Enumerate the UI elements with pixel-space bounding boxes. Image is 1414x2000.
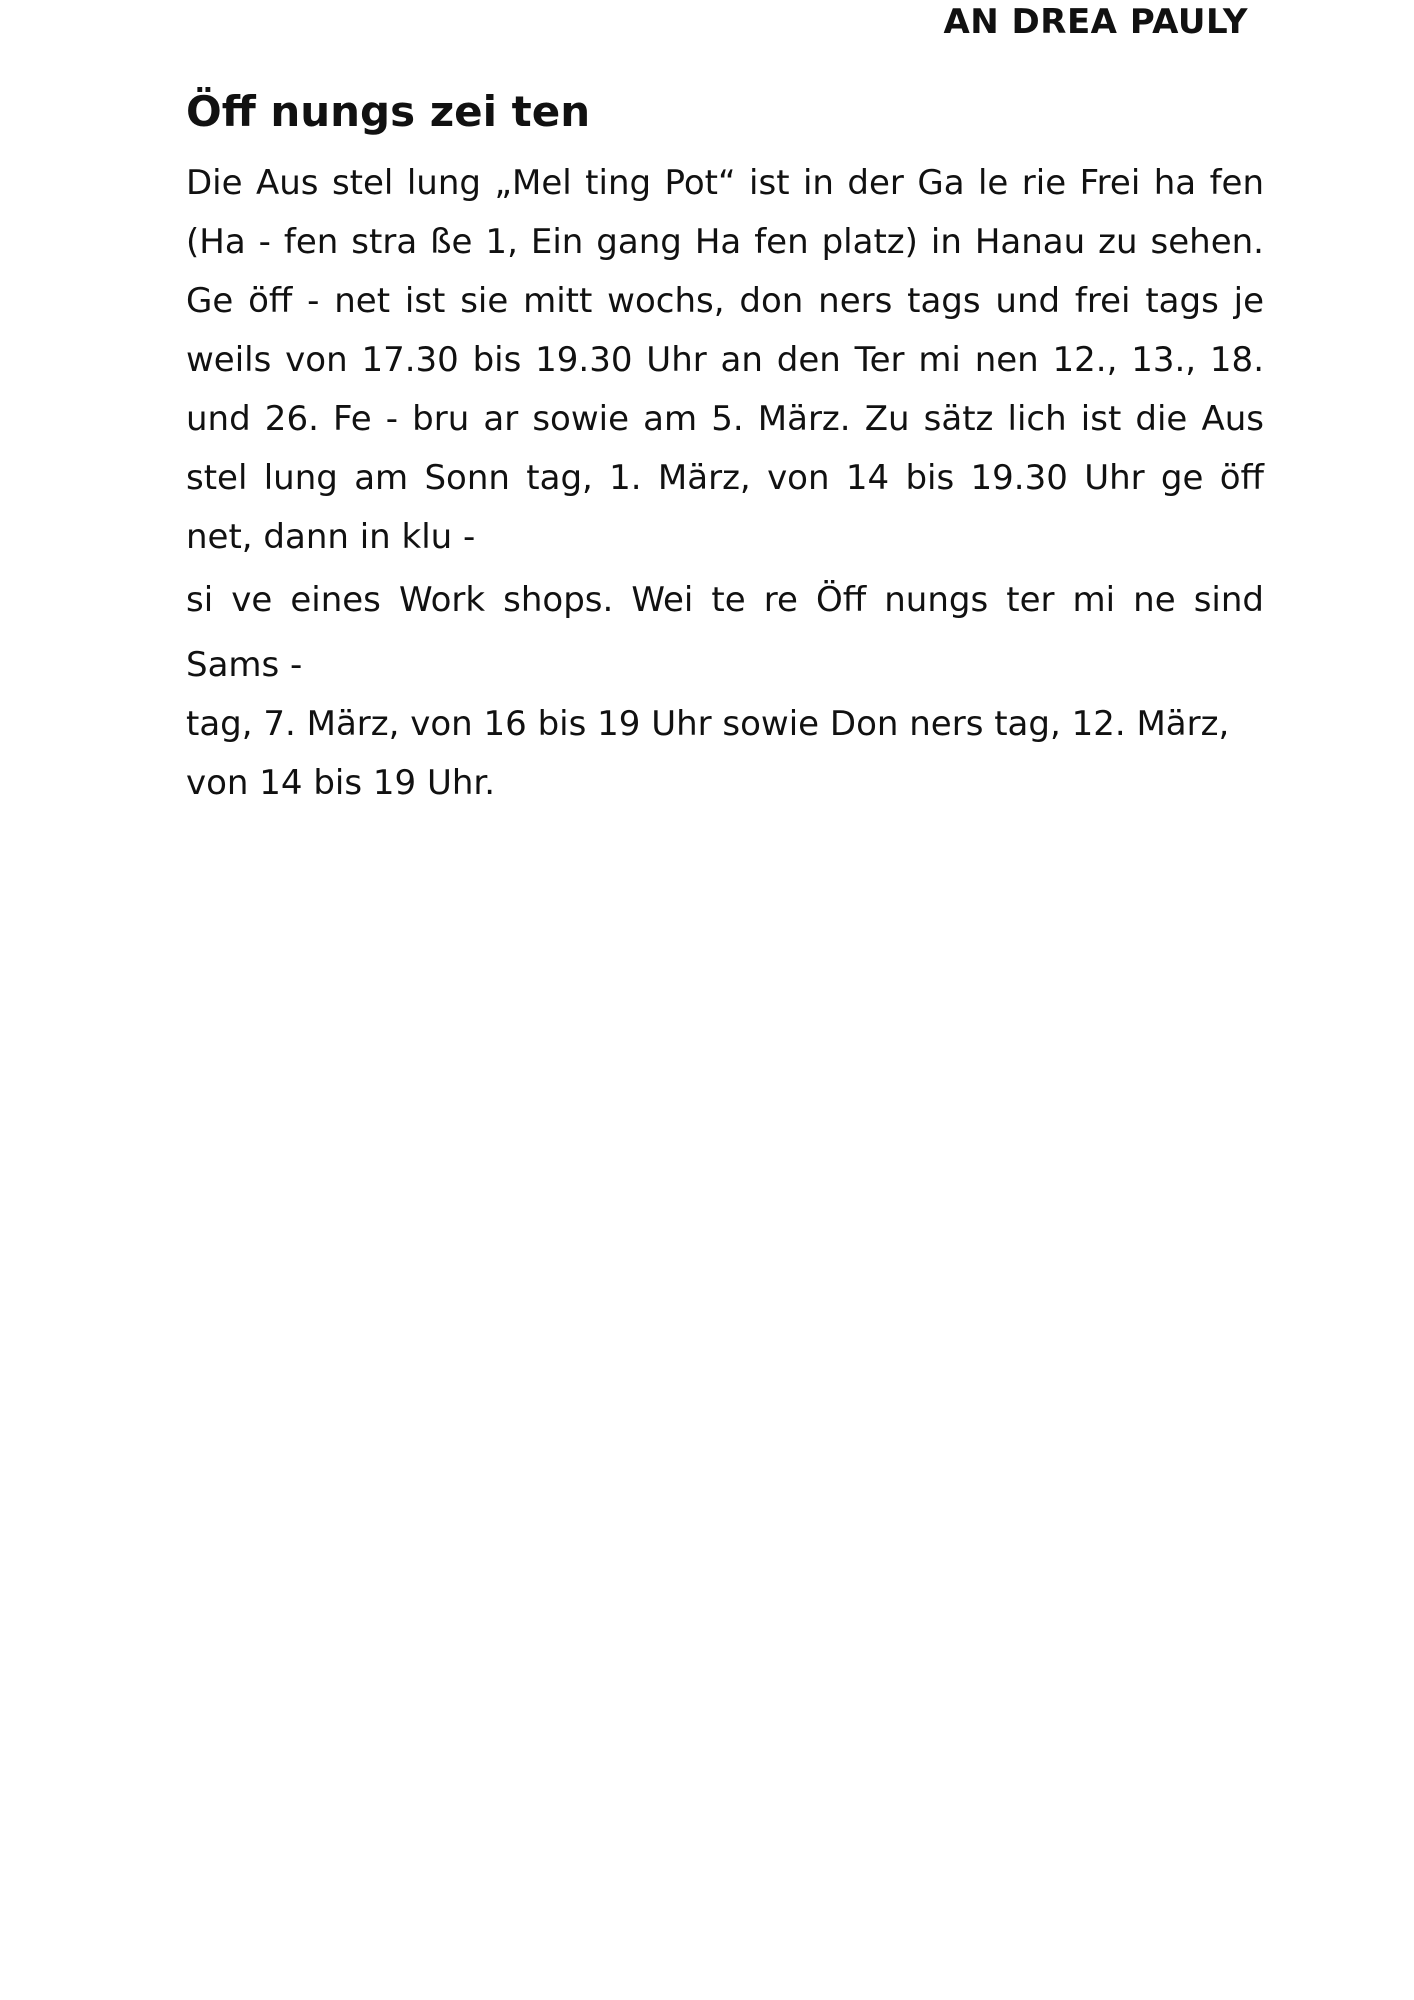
author-name: AN DREA PAULY: [943, 2, 1248, 42]
text-line: weils von 17.30 bis 19.30 Uhr an den Ter mi nen 12., 13., 18.: [186, 340, 1264, 380]
text-line: stel lung am Sonn tag, 1. März, von 14 bis 19.30 Uhr ge öff: [186, 458, 1264, 498]
text-line: Ge öff - net ist sie mitt wochs, don ners tags und frei tags je: [186, 281, 1264, 321]
text-line: tag, 7. März, von 16 bis 19 Uhr sowie Don ners tag, 12. März,: [186, 704, 1230, 744]
text-line: net, dann in klu -: [186, 517, 476, 557]
text-line: von 14 bis 19 Uhr.: [186, 763, 496, 803]
text-line: (Ha - fen stra ße 1, Ein gang Ha fen platz) in Hanau zu sehen.: [186, 222, 1264, 262]
text-line: si ve eines Work shops. Wei te re Öff nungs ter mi ne sind: [186, 580, 1264, 620]
text-line: Sams -: [186, 645, 303, 685]
section-heading: Öff nungs zei ten: [186, 87, 591, 136]
text-line: Die Aus stel lung „Mel ting Pot“ ist in der Ga le rie Frei ha fen: [186, 163, 1264, 203]
document-section: [186, 82, 1264, 813]
text-line: und 26. Fe - bru ar sowie am 5. März. Zu sätz lich ist die Aus: [186, 399, 1264, 439]
